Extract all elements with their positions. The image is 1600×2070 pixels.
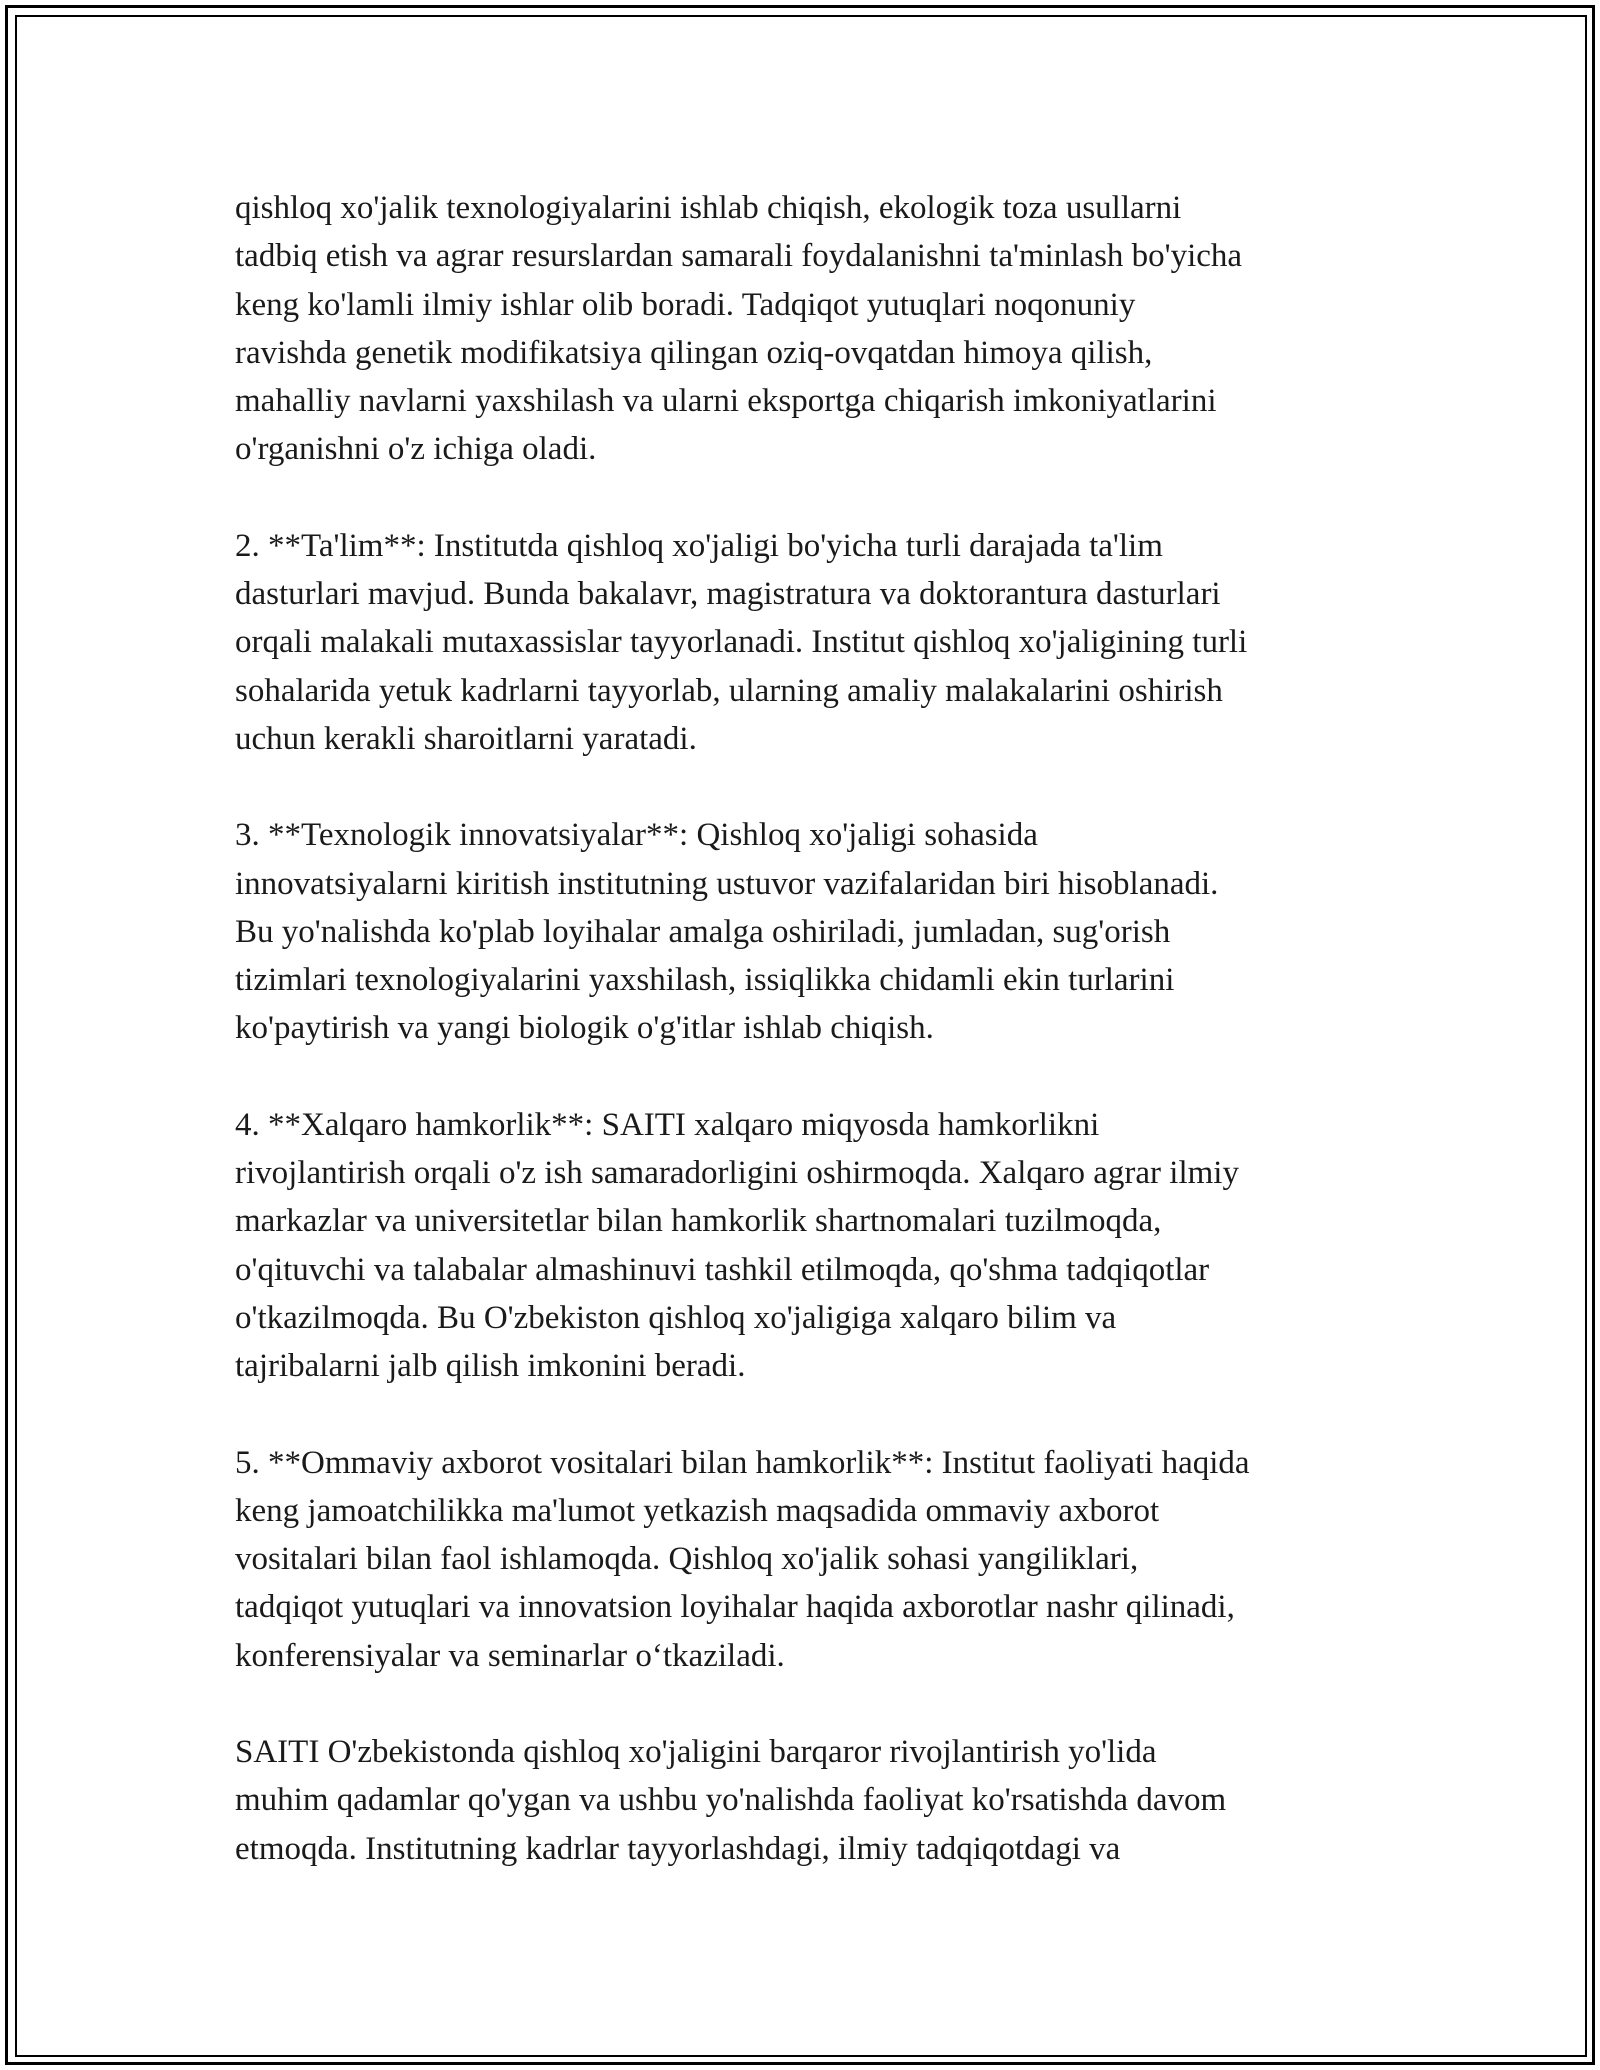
text-line: o'tkazilmoqda. Bu O'zbekiston qishloq xo'jaligiga xalqaro bilim va (235, 1299, 1117, 1336)
text-line: tizimlari texnologiyalarini yaxshilash, issiqlikka chidamli ekin turlarini (235, 962, 1175, 999)
text-line: etmoqda. Institutning kadrlar tayyorlashdagi, ilmiy tadqiqotdagi va (235, 1830, 1121, 1867)
text-line: orqali malakali mutaxassislar tayyorlanadi. Institut qishloq xo'jaligining turli (235, 624, 1248, 661)
text-line: sohalarida yetuk kadrlarni tayyorlab, ularning amaliy malakalarini oshirish (235, 672, 1223, 709)
text-line: markazlar va universitetlar bilan hamkorlik shartnomalari tuzilmoqda, (235, 1203, 1162, 1240)
paragraph-media-cooperation (235, 1439, 1415, 1680)
paragraph-education (235, 522, 1415, 763)
text-line: uchun kerakli sharoitlarni yaratadi. (235, 720, 697, 757)
text-line: keng jamoatchilikka ma'lumot yetkazish maqsadida ommaviy axborot (235, 1492, 1160, 1529)
text-line: o'rganishni o'z ichiga oladi. (235, 431, 597, 468)
text-line: tadqiqot yutuqlari va innovatsion loyihalar haqida axborotlar nashr qilinadi, (235, 1589, 1235, 1626)
text-line: rivojlantirish orqali o'z ish samaradorligini oshirmoqda. Xalqaro agrar ilmiy (235, 1155, 1239, 1192)
text-line: mahalliy navlarni yaxshilash va ularni eksportga chiqarish imkoniyatlarini (235, 383, 1217, 420)
paragraph-conclusion (235, 1728, 1415, 1873)
text-line: keng ko'lamli ilmiy ishlar olib boradi. Tadqiqot yutuqlari noqonuniy (235, 286, 1136, 323)
text-line: tajribalarni jalb qilish imkonini beradi. (235, 1348, 746, 1385)
paragraph-research-continuation (235, 184, 1415, 474)
text-line: 5. **Ommaviy axborot vositalari bilan hamkorlik**: Institut faoliyati haqida (235, 1444, 1250, 1481)
paragraph-international-cooperation (235, 1101, 1415, 1391)
text-line: vositalari bilan faol ishlamoqda. Qishloq xo'jalik sohasi yangiliklari, (235, 1541, 1139, 1578)
text-line: dasturlari mavjud. Bunda bakalavr, magistratura va doktorantura dasturlari (235, 576, 1221, 613)
text-line: o'qituvchi va talabalar almashinuvi tashkil etilmoqda, qo'shma tadqiqotlar (235, 1251, 1210, 1288)
text-line: muhim qadamlar qo'ygan va ushbu yo'nalishda faoliyat ko'rsatishda davom (235, 1782, 1227, 1819)
text-line: ko'paytirish va yangi biologik o'g'itlar ishlab chiqish. (235, 1010, 934, 1047)
text-line: ravishda genetik modifikatsiya qilingan oziq-ovqatdan himoya qilish, (235, 334, 1153, 371)
text-line: konferensiyalar va seminarlar o‘tkaziladi. (235, 1637, 785, 1674)
text-line: tadbiq etish va agrar resurslardan samarali foydalanishni ta'minlash bo'yicha (235, 238, 1243, 275)
text-line: qishloq xo'jalik texnologiyalarini ishlab chiqish, ekologik toza usullarni (235, 190, 1182, 226)
text-line: 2. **Ta'lim**: Institutda qishloq xo'jaligi bo'yicha turli darajada ta'lim (235, 527, 1163, 564)
document-body (235, 184, 1415, 1921)
text-line: 4. **Xalqaro hamkorlik**: SAITI xalqaro miqyosda hamkorlikni (235, 1106, 1100, 1143)
text-line: Bu yo'nalishda ko'plab loyihalar amalga oshiriladi, jumladan, sug'orish (235, 913, 1171, 950)
text-line: innovatsiyalarni kiritish institutning ustuvor vazifalaridan biri hisoblanadi. (235, 865, 1219, 902)
text-line: SAITI O'zbekistonda qishloq xo'jaligini barqaror rivojlantirish yo'lida (235, 1734, 1157, 1771)
paragraph-innovations (235, 811, 1415, 1052)
text-line: 3. **Texnologik innovatsiyalar**: Qishloq xo'jaligi sohasida (235, 817, 1038, 854)
